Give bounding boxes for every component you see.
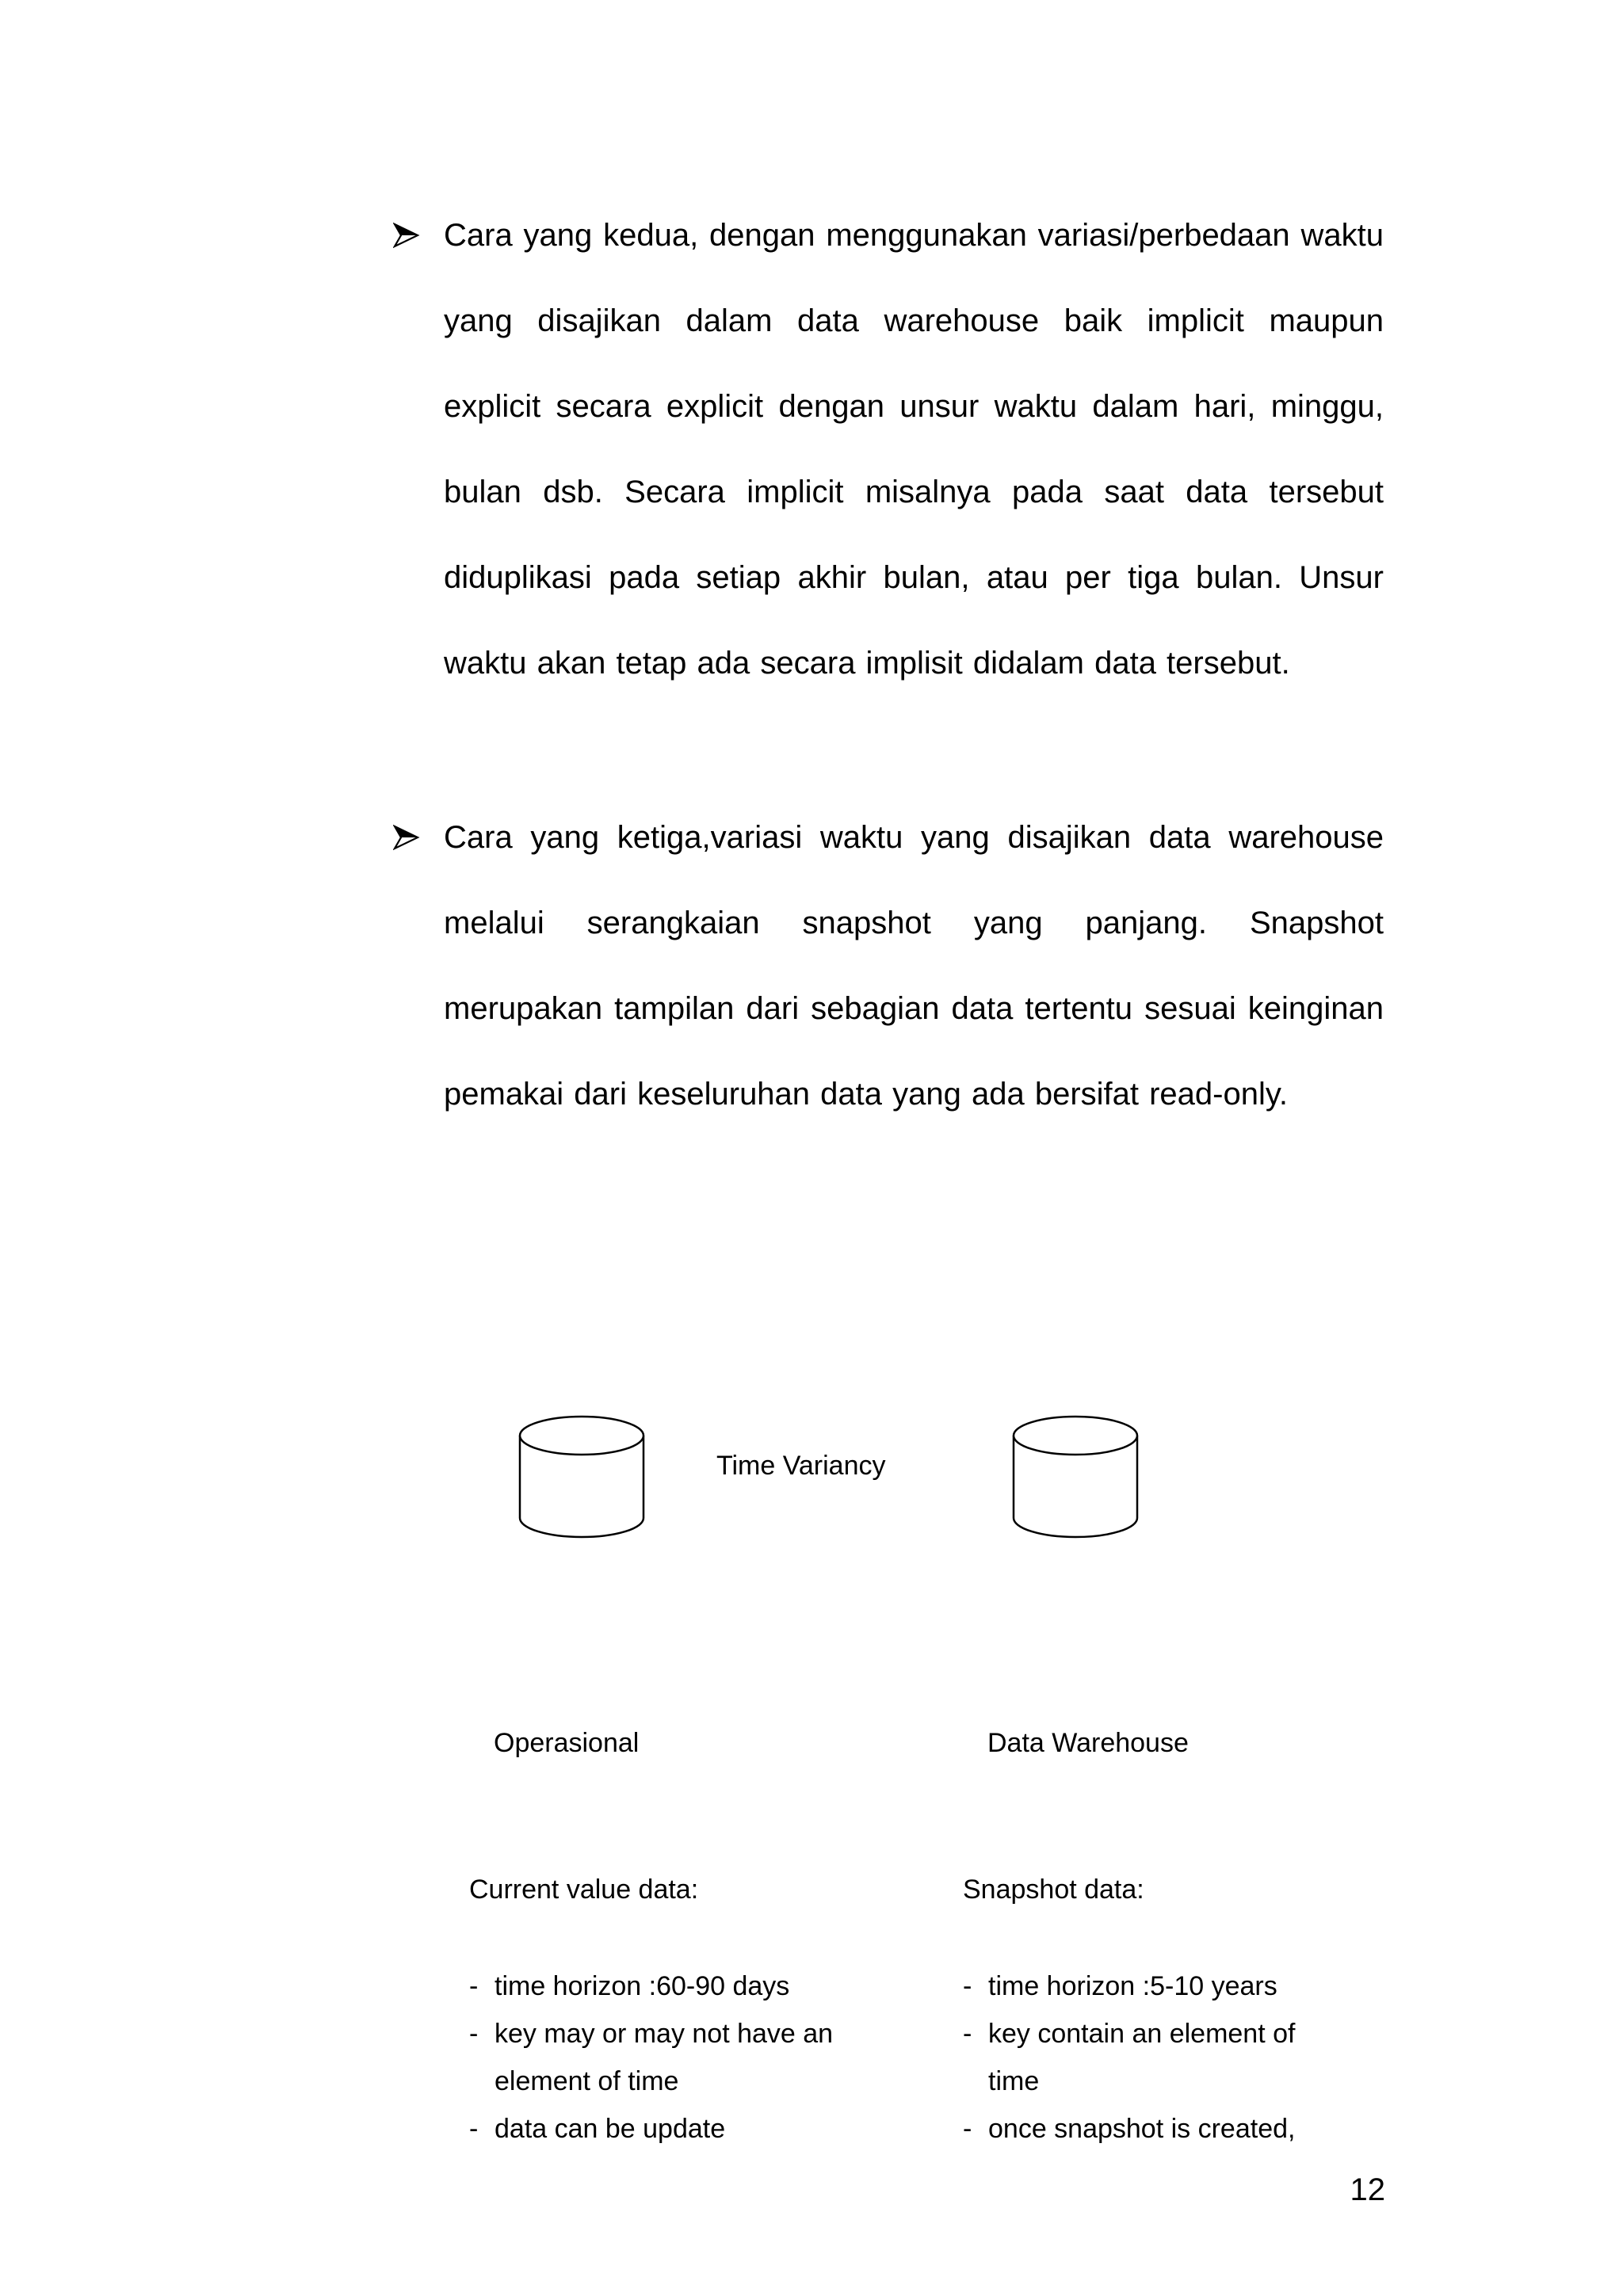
list-item-text: time horizon :60-90 days	[495, 1971, 790, 2001]
list-item-text: time horizon :5-10 years	[988, 1971, 1277, 2001]
page-number: 12	[1350, 2172, 1385, 2207]
warehouse-feature-list	[963, 1962, 1337, 2153]
snapshot-data-heading: Snapshot data:	[963, 1875, 1144, 1905]
list-item-text: once snapshot is created,	[988, 2114, 1296, 2144]
list-item: - once snapshot is created,	[963, 2114, 1296, 2144]
list-item: - data can be update	[469, 2114, 726, 2144]
list-item: - time horizon :5-10 years	[963, 1971, 1277, 2001]
bullet-paragraph-text: Cara yang kedua, dengan menggunakan variasi/perbedaan waktu yang disajikan dalam data warehouse baik implicit maupun explicit secara explicit dengan unsur waktu dalam hari, minggu, bulan dsb. Secara implicit misalnya pada saat data tersebut diduplikasi pada setiap akhir bulan, atau per tiga bulan. Unsur waktu akan tetap ada secara implisit didalam data tersebut.	[444, 218, 1384, 681]
time-variancy-label: Time Variancy	[716, 1451, 886, 1481]
list-item: - key may or may not have an element of time	[469, 2019, 834, 2096]
list-item: - time horizon :60-90 days	[469, 1971, 790, 2001]
operasional-label: Operasional	[494, 1728, 640, 1758]
current-value-heading: Current value data:	[469, 1875, 699, 1905]
operational-feature-list	[469, 1962, 843, 2153]
database-cylinder-icon	[1014, 1417, 1137, 1537]
list-item-text: data can be update	[495, 2114, 726, 2144]
bullet-paragraph-1	[393, 193, 1384, 706]
data-warehouse-label: Data Warehouse	[987, 1728, 1189, 1758]
bullet-paragraph-2	[393, 795, 1384, 1137]
database-cylinder-icon	[520, 1417, 643, 1537]
list-item: - key contain an element of time	[963, 2019, 1296, 2096]
arrowhead-bullet-icon	[393, 193, 425, 278]
list-item-text: key may or may not have an element of time	[495, 2019, 834, 2096]
list-item-text: key contain an element of time	[988, 2019, 1296, 2096]
bullet-paragraph-text: Cara yang ketiga,variasi waktu yang disajikan data warehouse melalui serangkaian snapshot yang panjang. Snapshot merupakan tampilan dari sebagian data tertentu sesuai keinginan pemakai dari keseluruhan data yang ada bersifat read-only.	[444, 820, 1384, 1112]
arrowhead-bullet-icon	[393, 795, 425, 880]
